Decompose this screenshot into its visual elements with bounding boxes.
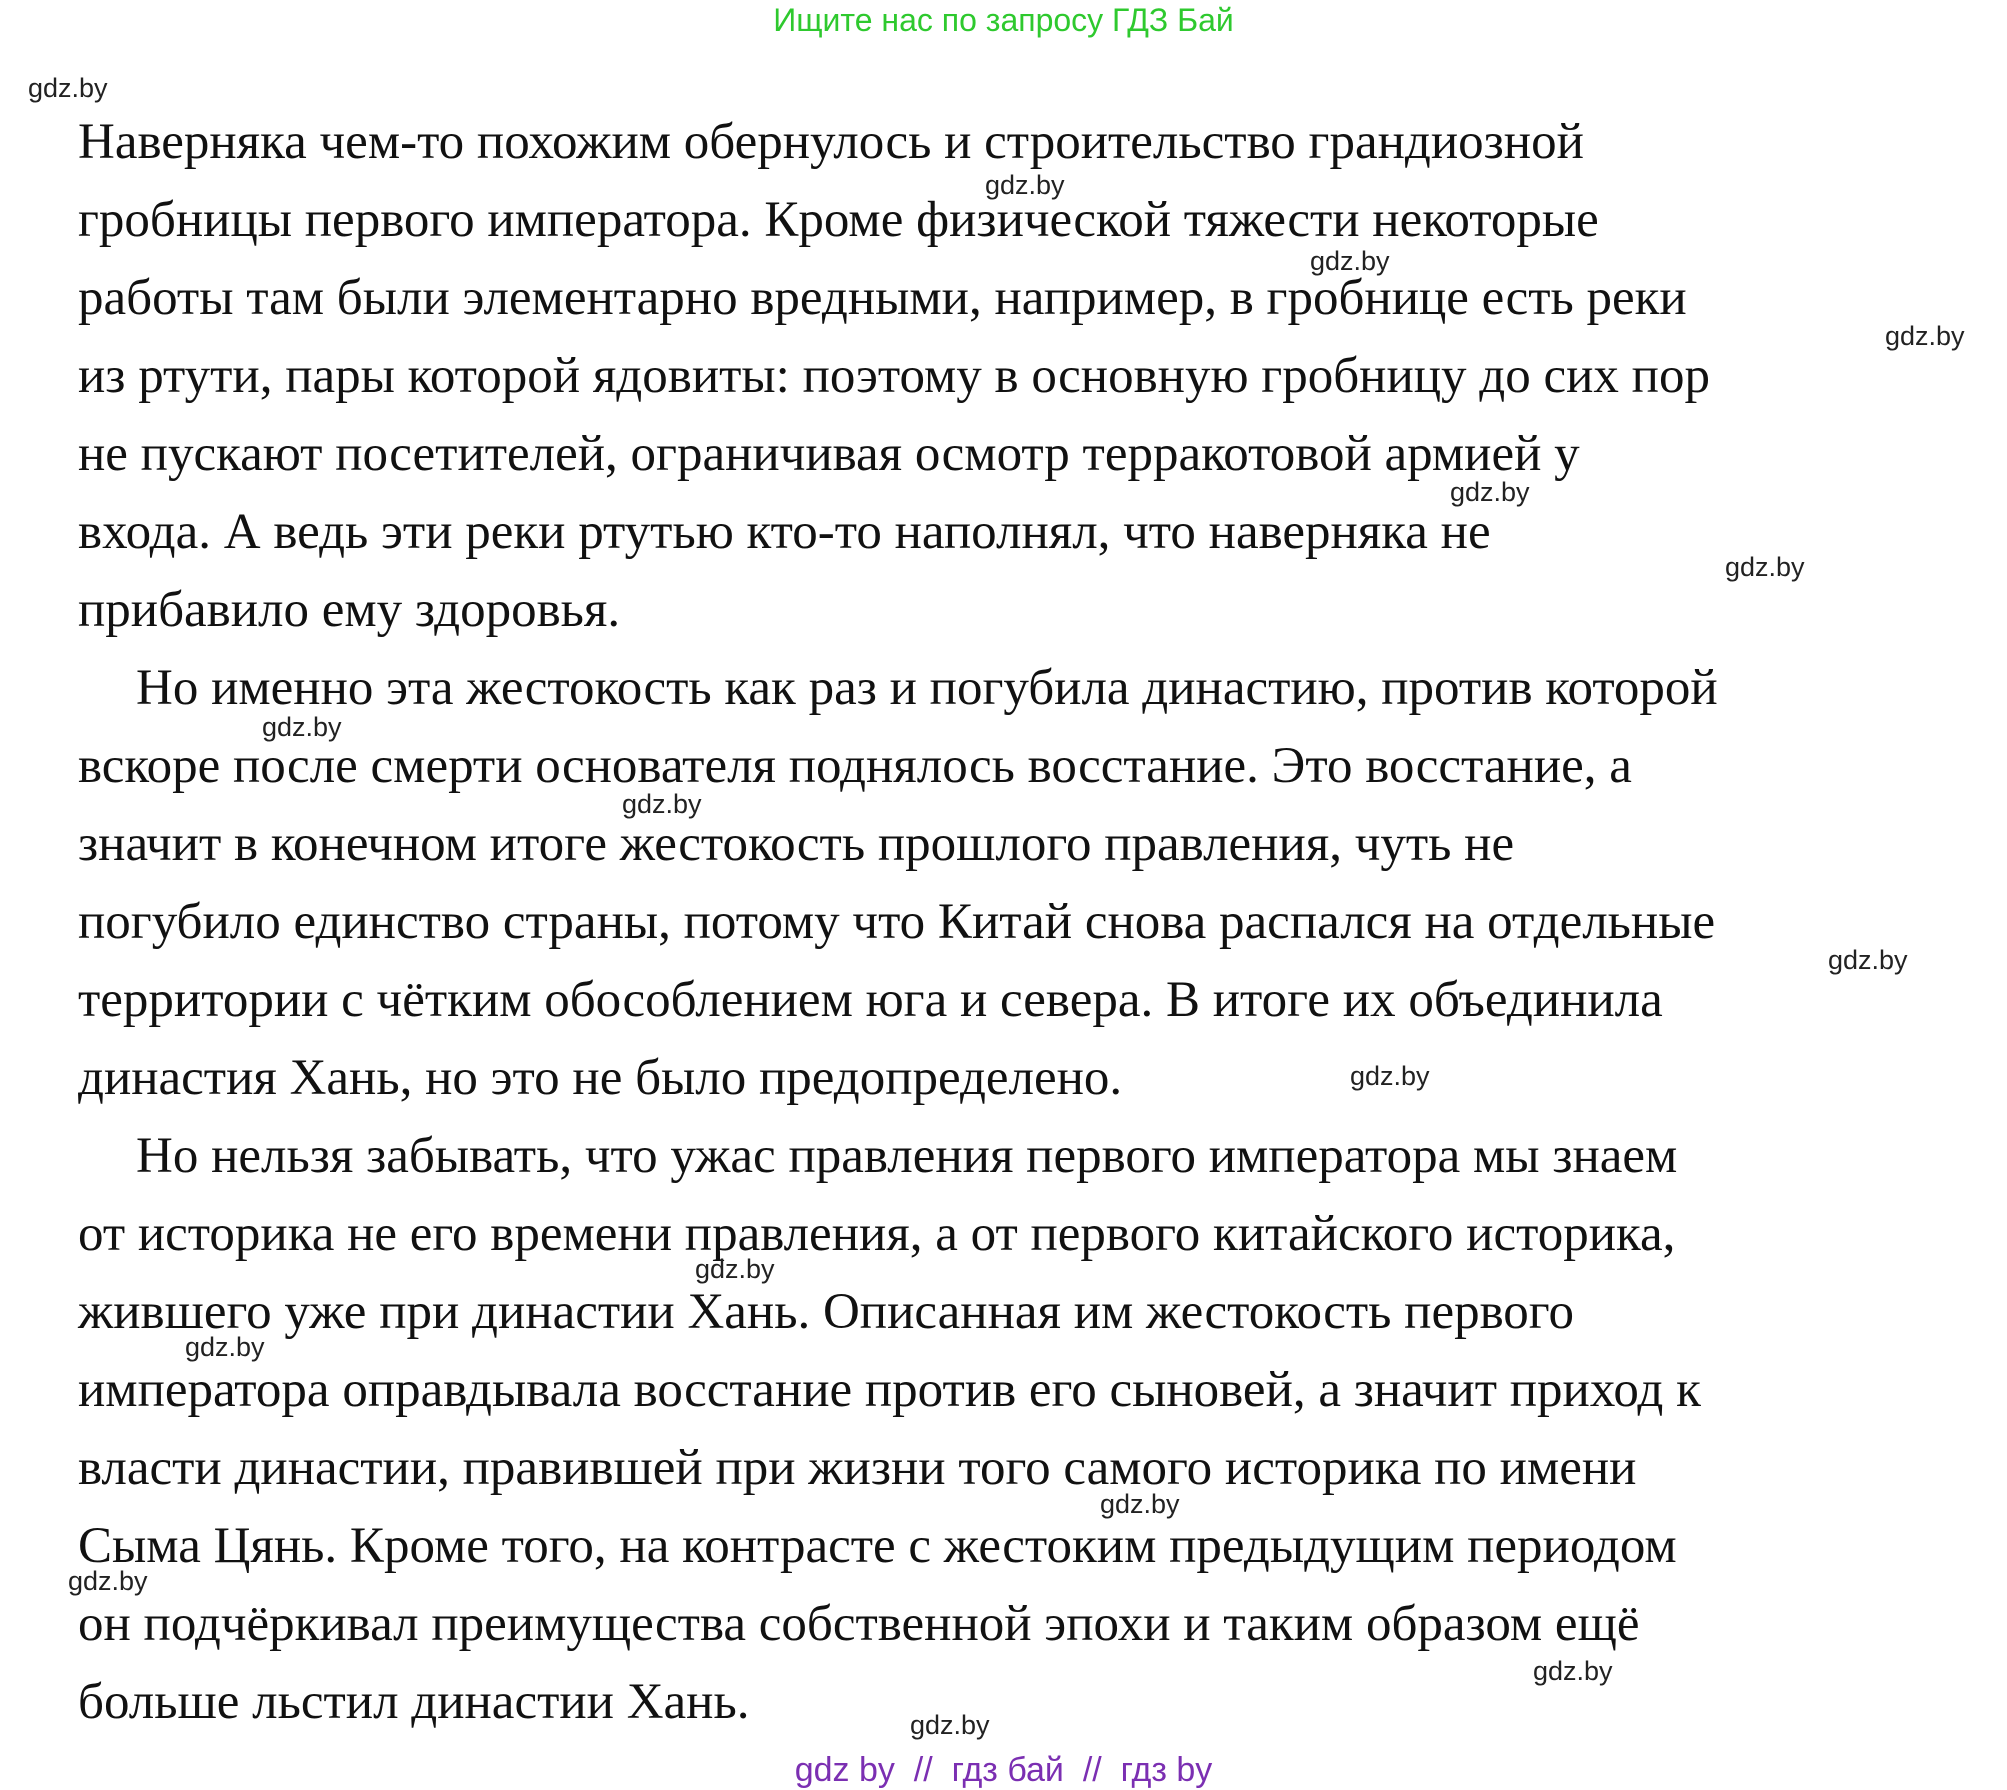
watermark: gdz.by [1100, 1489, 1180, 1519]
watermark: gdz.by [1310, 246, 1390, 276]
watermark: gdz.by [695, 1254, 775, 1284]
watermark: gdz.by [985, 170, 1065, 200]
text-line: погубило единство страны, потому что Китай снова распался на отдельные [78, 894, 1716, 950]
text-line: династия Хань, но это не было предопределено. [78, 1050, 1123, 1106]
watermark: gdz.by [1725, 552, 1805, 582]
text-line: значит в конечном итоге жестокость прошлого правления, чуть не [78, 816, 1515, 872]
text-line: жившего уже при династии Хань. Описанная им жестокость первого [78, 1284, 1574, 1340]
text-line: Сыма Цянь. Кроме того, на контрасте с жестоким предыдущим периодом [78, 1518, 1677, 1574]
watermark: gdz.by [185, 1332, 265, 1362]
text-line: из ртути, пары которой ядовиты: поэтому в основную гробницу до сих пор [78, 348, 1710, 404]
watermark: gdz.by [622, 789, 702, 819]
search-hint-banner: Ищите нас по запросу ГДЗ Бай [773, 2, 1234, 38]
text-line: больше льстил династии Хань. [78, 1674, 750, 1730]
text-line: вскоре после смерти основателя поднялось восстание. Это восстание, а [78, 738, 1632, 794]
text-line: императора оправдывала восстание против его сыновей, а значит приход к [78, 1362, 1701, 1418]
text-line: работы там были элементарно вредными, например, в гробнице есть реки [78, 270, 1687, 326]
text-line: Наверняка чем-то похожим обернулось и строительство грандиозной [78, 114, 1584, 170]
watermark: gdz.by [68, 1566, 148, 1596]
footer-links: gdz by // гдз бай // гдз by [794, 1751, 1213, 1789]
text-line: власти династии, правившей при жизни того самого историка по имени [78, 1440, 1637, 1496]
text-line: гробницы первого императора. Кроме физической тяжести некоторые [78, 192, 1599, 248]
paragraph-first-line: Но именно эта жестокость как раз и погубила династию, против которой [136, 660, 1718, 716]
text-line: входа. А ведь эти реки ртутью кто-то наполнял, что наверняка не [78, 504, 1491, 560]
watermark: gdz.by [1533, 1656, 1613, 1686]
watermark: gdz.by [1885, 321, 1965, 351]
text-line: прибавило ему здоровья. [78, 582, 621, 638]
watermark: gdz.by [262, 712, 342, 742]
text-line: территории с чётким обособлением юга и севера. В итоге их объединила [78, 972, 1663, 1028]
watermark: gdz.by [1450, 477, 1530, 507]
text-line: он подчёркивал преимущества собственной эпохи и таким образом ещё [78, 1596, 1640, 1652]
paragraph-first-line: Но нельзя забывать, что ужас правления первого императора мы знаем [136, 1128, 1678, 1184]
text-line: не пускают посетителей, ограничивая осмотр терракотовой армией у [78, 426, 1580, 482]
watermark: gdz.by [28, 73, 108, 103]
text-line: от историка не его времени правления, а от первого китайского историка, [78, 1206, 1676, 1262]
watermark: gdz.by [1350, 1061, 1430, 1091]
watermark: gdz.by [1828, 945, 1908, 975]
watermark: gdz.by [910, 1710, 990, 1740]
